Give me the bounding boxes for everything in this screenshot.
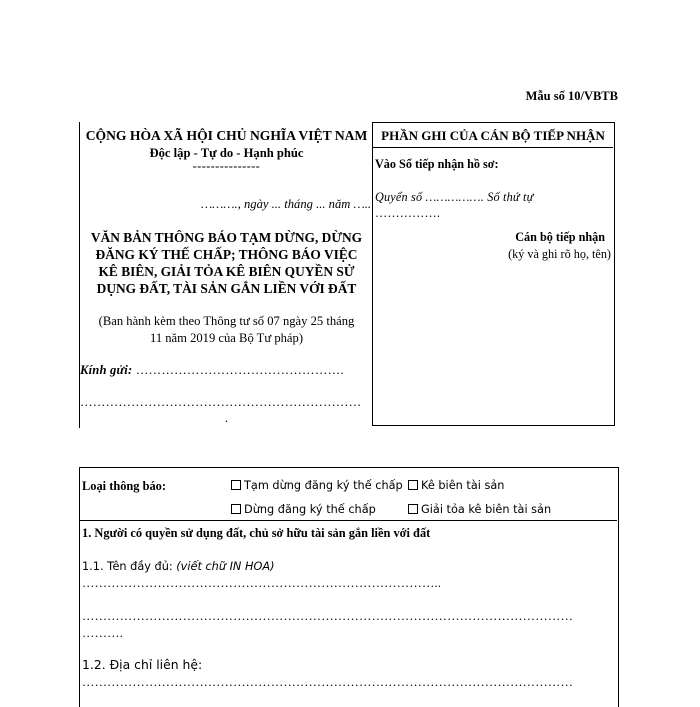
option-stop-registration[interactable]	[231, 503, 376, 516]
document-title-line: DỤNG ĐẤT, TÀI SẢN GẮN LIỀN VỚI ĐẤT	[96, 281, 357, 296]
national-motto: Độc lập - Tự do - Hạnh phúc	[149, 146, 304, 160]
document-title	[80, 229, 373, 297]
contact-address-label: 1.2. Địa chỉ liên hệ:	[82, 657, 203, 672]
checkbox-icon[interactable]	[408, 480, 418, 490]
option-label: Dừng đăng ký thế chấp	[244, 503, 376, 516]
option-suspend-registration[interactable]	[231, 479, 403, 492]
checkbox-icon[interactable]	[231, 504, 241, 514]
issued-by-line: (Ban hành kèm theo Thông tư số 07 ngày 25 tháng	[98, 314, 355, 328]
option-seize-assets[interactable]	[408, 479, 504, 492]
notice-type-row	[80, 468, 617, 521]
form-number: Mẫu số 10/VBTB	[525, 89, 618, 103]
recipient-label: Kính gửi:	[80, 363, 133, 377]
receiving-officer-note: (ký và ghi rõ họ, tên)	[508, 247, 611, 261]
checkbox-icon[interactable]	[408, 504, 418, 514]
full-name-input-line[interactable]: …………………………………………………………………………..	[82, 576, 442, 590]
section-1-heading: 1. Người có quyền sử dụng đất, chủ sở hữu tài sản gắn liền với đất	[82, 526, 431, 540]
document-title-line: KÊ BIÊN, GIẢI TỎA KÊ BIÊN QUYỀN SỬ	[98, 264, 355, 279]
receiving-officer-box	[372, 122, 615, 426]
nation-name: CỘNG HÒA XÃ HỘI CHỦ NGHĨA VIỆT NAM	[85, 128, 368, 143]
full-name-label	[82, 559, 616, 574]
issued-by-note	[80, 313, 373, 347]
notice-type-label: Loại thông báo:	[82, 479, 166, 493]
recipient-line[interactable]: …………………………………………………………	[80, 395, 362, 409]
receiving-officer-title: Cán bộ tiếp nhận	[515, 230, 605, 244]
date-line[interactable]: ………., ngày ... tháng ... năm …..	[200, 197, 371, 211]
checkbox-icon[interactable]	[231, 480, 241, 490]
document-title-line: ĐĂNG KÝ THẾ CHẤP; THÔNG BÁO VIỆC	[95, 247, 358, 262]
option-label: Kê biên tài sản	[421, 479, 505, 492]
recipient-dots: ………………………………………….	[132, 363, 344, 377]
recipient-line-end: .	[224, 411, 229, 425]
option-release-seizure[interactable]	[408, 503, 551, 516]
document-header	[79, 122, 373, 428]
receipt-register-label: Vào Sổ tiếp nhận hồ sơ:	[375, 157, 499, 171]
receipt-number-field[interactable]: Quyển số ……………. Số thứ tự	[375, 190, 534, 204]
recipient-field[interactable]	[80, 363, 373, 378]
notice-form	[79, 467, 619, 707]
receiving-box-header: PHẦN GHI CỦA CÁN BỘ TIẾP NHẬN	[373, 123, 613, 148]
full-name-input-line[interactable]: ……….	[82, 626, 124, 640]
option-label: Giải tỏa kê biên tài sản	[421, 503, 552, 516]
contact-address-input-line[interactable]: ………………………………………………………………………………………………………	[82, 675, 574, 689]
full-name-hint: (viết chữ IN HOA)	[176, 560, 275, 573]
document-title-line: VĂN BẢN THÔNG BÁO TẠM DỪNG, DỪNG	[90, 230, 363, 245]
issued-by-line: 11 năm 2019 của Bộ Tư pháp)	[149, 331, 304, 345]
motto-rule: ---------------	[192, 159, 261, 173]
receipt-sequence-field[interactable]: …………….	[375, 206, 441, 220]
full-name-input-line[interactable]: ………………………………………………………………………………………………………	[82, 609, 574, 623]
option-label: Tạm dừng đăng ký thế chấp	[244, 479, 403, 492]
full-name-label-text: 1.1. Tên đầy đủ:	[82, 560, 177, 573]
